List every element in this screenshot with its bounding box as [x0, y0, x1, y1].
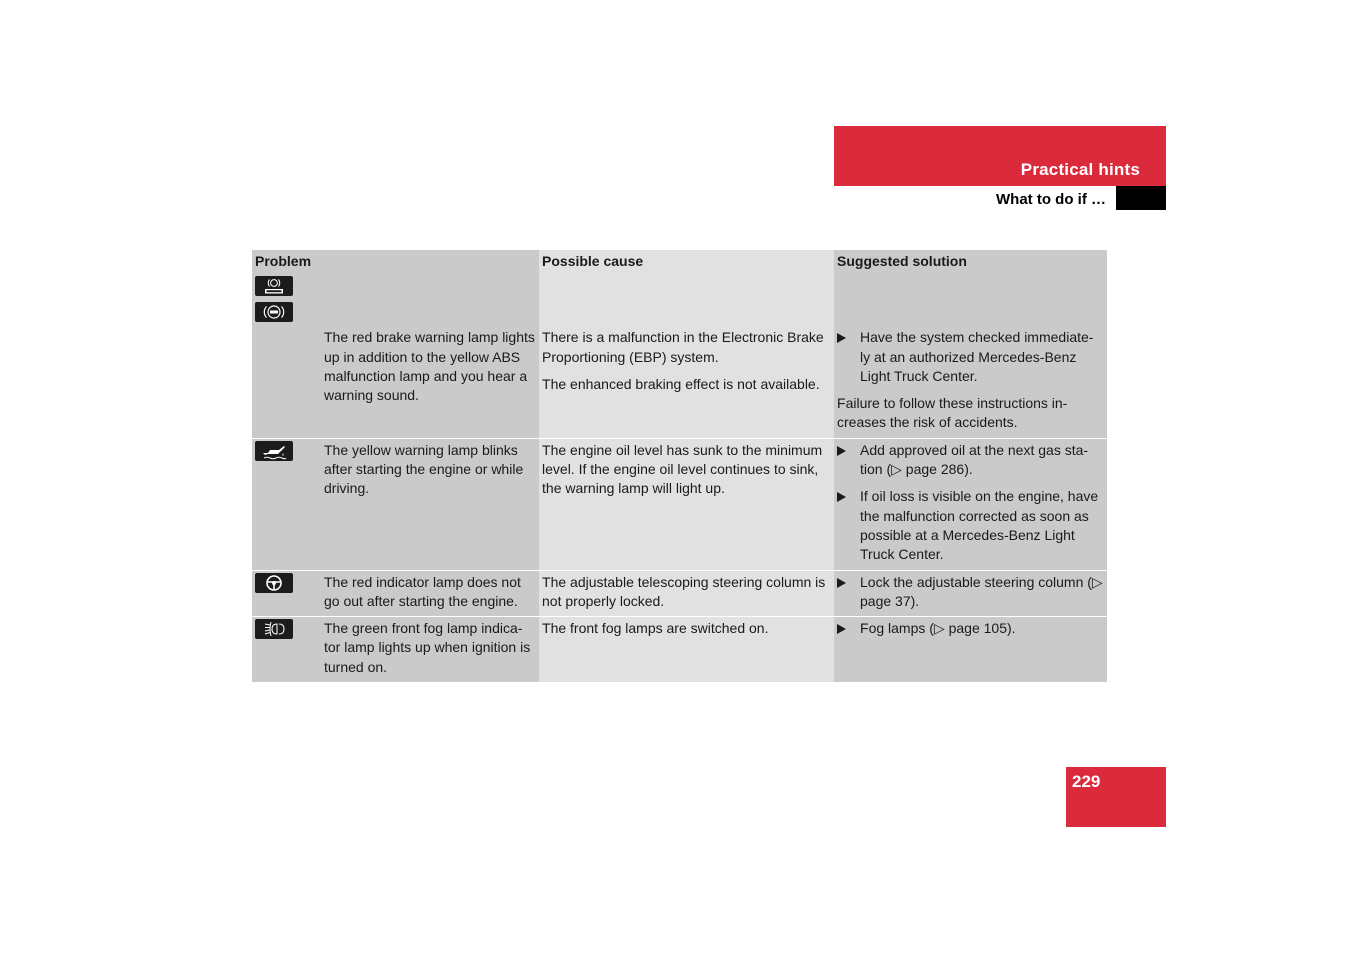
solution-text: Fog lamps (▷ page 105). [860, 620, 1016, 637]
solution-text: Lock the adjustable steering column (▷ page 37). [860, 573, 1103, 609]
solution-cell [834, 570, 1107, 617]
subsection-title: What to do if … [996, 191, 1106, 208]
thumb-tab [1116, 186, 1166, 210]
solution-item [837, 441, 1103, 480]
solution-text: If oil loss is visible on the engine, have the malfunction corrected as soon as possible at a Mercedes-Benz Light Truck Center. [860, 488, 1099, 563]
section-header [834, 126, 1166, 186]
problem-text: The yellow warning lamp blinks after starting the engine or while driving. [321, 438, 539, 570]
icon-cell [252, 275, 321, 438]
solution-item [837, 328, 1103, 386]
bullet-arrow-icon [837, 624, 846, 634]
bullet-arrow-icon [837, 333, 846, 343]
solution-cell [834, 275, 1107, 438]
cause-cell [539, 617, 834, 682]
page-number: 229 [1072, 772, 1101, 791]
cause-text: The adjustable telescoping steering column is not properly locked. [542, 573, 826, 609]
header-cause: Possible cause [539, 250, 834, 275]
solution-item [837, 573, 1103, 612]
bullet-arrow-icon [837, 446, 846, 456]
solution-item [837, 619, 1103, 638]
page-number-box [1066, 767, 1166, 827]
header-solution: Suggested solution [834, 250, 1107, 275]
header-problem: Problem [252, 250, 539, 275]
table-row [252, 275, 1107, 438]
solution-cell [834, 438, 1107, 570]
icon-cell [252, 570, 321, 617]
solution-cell [834, 617, 1107, 682]
steering-column-icon [255, 573, 293, 593]
abs-warning-icon [255, 302, 293, 322]
solution-note: Failure to follow these instructions in-creases the risk of accidents. [837, 395, 1068, 431]
cause-cell [539, 570, 834, 617]
troubleshooting-table [252, 250, 1107, 682]
problem-text: The red brake warning lamp lights up in addition to the yellow ABS malfunction lamp and you hear a warning sound. [321, 275, 539, 438]
oil-level-icon [255, 441, 293, 461]
bullet-arrow-icon [837, 492, 846, 502]
front-fog-lamp-icon [255, 619, 293, 639]
solution-item [837, 487, 1103, 564]
icon-cell [252, 438, 321, 570]
icon-cell [252, 617, 321, 682]
cause-text: There is a malfunction in the Electronic Brake Proportioning (EBP) system. [542, 329, 824, 365]
brake-warning-icon [255, 276, 293, 296]
cause-text: The enhanced braking effect is not available. [542, 375, 820, 392]
cause-text: The engine oil level has sunk to the minimum level. If the engine oil level continues to sink, the warning lamp will light up. [542, 441, 823, 497]
problem-text: The green front fog lamp indica-tor lamp lights up when ignition is turned on. [321, 617, 539, 682]
solution-text: Add approved oil at the next gas sta-tion (▷ page 286). [860, 441, 1089, 478]
bullet-arrow-icon [837, 578, 846, 588]
table-row [252, 438, 1107, 570]
table-row [252, 570, 1107, 617]
solution-text: Have the system checked immediate-ly at an authorized Mercedes-Benz Light Truck Center. [860, 329, 1094, 384]
subsection-header [834, 186, 1166, 210]
cause-text: The front fog lamps are switched on. [542, 620, 769, 637]
problem-text: The red indicator lamp does not go out after starting the engine. [321, 570, 539, 617]
cause-cell [539, 275, 834, 438]
section-title: Practical hints [1020, 160, 1140, 179]
table-row [252, 617, 1107, 682]
table-header-row [252, 250, 1107, 275]
cause-cell [539, 438, 834, 570]
